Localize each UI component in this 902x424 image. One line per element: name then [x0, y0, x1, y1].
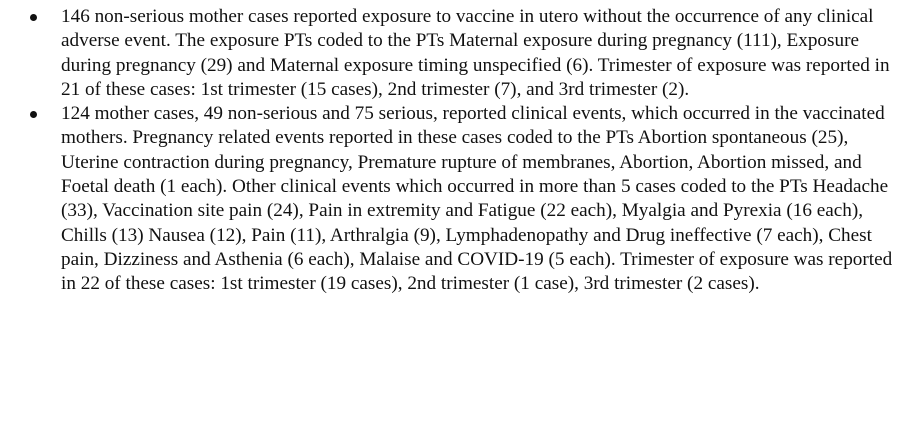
list-item-non-serious-exposure — [0, 5, 902, 102]
bullet-icon — [30, 14, 37, 21]
list-item-text: 124 mother cases, 49 non-serious and 75 serious, reported clinical events, which occurred in the vaccinated mothers. Pregnancy related events reported in these cases coded to the PTs Abortion spontaneous (25), Uterine contraction during pregnancy, Premature rupture of membranes, Abortion, Abortion missed, and Foetal death (1 each). Other clinical events which occurred in more than 5 cases coded to the PTs Headache (33), Vaccination site pain (24), Pain in extremity and Fatigue (22 each), Myalgia and Pyrexia (16 each), Chills (13) Nausea (12), Pain (11), Arthralgia (9), Lymphadenopathy and Drug ineffective (7 each), Chest pain, Dizziness and Asthenia (6 each), Malaise and COVID-19 (5 each). Trimester of exposure was reported in 22 of these cases: 1st trimester (19 cases), 2nd trimester (1 case), 3rd trimester (2 cases). — [61, 103, 893, 295]
list-item-text: 146 non-serious mother cases reported exposure to vaccine in utero without the occurrence of any clinical adverse event. The exposure PTs coded to the PTs Maternal exposure during pregnancy (111), Exposure during pregnancy (29) and Maternal exposure timing unspecified (6). Trimester of exposure was reported in 21 of these cases: 1st trimester (15 cases), 2nd trimester (7), and 3rd trimester (2). — [61, 6, 890, 100]
list-item-clinical-events — [0, 102, 902, 296]
bullet-list — [0, 5, 902, 297]
bullet-icon — [30, 111, 37, 118]
